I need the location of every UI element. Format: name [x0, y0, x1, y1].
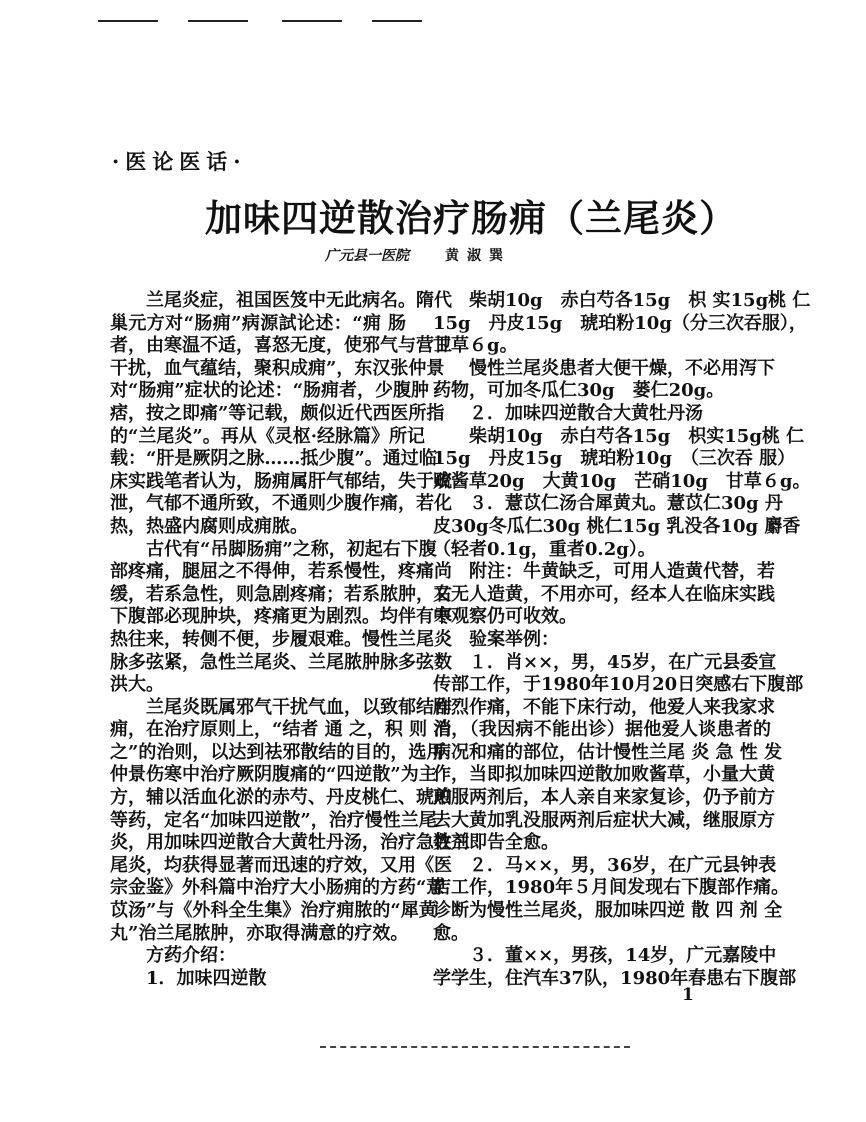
text-line: 兰尾炎既属邪气干扰气血，以致郁结作 [146, 696, 452, 718]
text-line: 洪大。 [110, 674, 164, 696]
bottom-rule [320, 1046, 630, 1048]
text-line: 愈。 [433, 922, 469, 944]
text-line: 痈，在治疗原则上，“结者 通 之，积 则 消 [110, 719, 452, 741]
text-line: 炎，用加味四逆散合大黄牡丹汤，治疗急性兰 [110, 832, 470, 854]
text-line: 败酱草20g 大黄10g 芒硝10g 甘草６g。 [433, 470, 811, 492]
text-line: 仲景伤寒中治疗厥阴腹痛的“四逆散”为主 [110, 764, 437, 786]
text-line: 者，由寒温不适，喜怒无度，使邪气与营卫 [110, 335, 452, 357]
top-rule [188, 20, 248, 22]
text-line: 对“肠痈”症状的论述：“肠痈者，少腹肿 [110, 380, 430, 402]
text-line: 的“兰尾炎”。再从《灵枢·经脉篇》所记 [110, 425, 425, 447]
text-line: 15g 丹皮15g 琥珀粉10g（分三次吞服）， [433, 312, 807, 334]
text-line: 柴胡10g 赤白芍各15g 枳实15g桃 仁 [469, 425, 805, 447]
text-line: 缓，若系急性，则急剧疼痛；若系脓肿，右 [110, 583, 452, 605]
text-line: 古代有“吊脚肠痈”之称，初起右下腹 [146, 538, 437, 560]
text-line: 慢性兰尾炎患者大便干燥，不必用泻下 [469, 357, 775, 379]
text-line: 床实践笔者认为，肠痈属肝气郁结，失于疏 [110, 470, 452, 492]
text-line: 作，当即拟加味四逆散加败酱草，小量大黄 [433, 764, 775, 786]
top-rule [372, 20, 422, 22]
byline [325, 245, 511, 265]
top-rule [282, 20, 342, 22]
text-line: （轻者0.1g，重者0.2g）。 [433, 538, 656, 560]
text-line: 病况和痛的部位，估计慢性兰尾 炎 急 性 发 [433, 741, 783, 763]
text-line: ２．加味四逆散合大黄牡丹汤 [469, 402, 703, 424]
text-line: 验案举例： [469, 628, 559, 650]
text-line: 煎服两剂后，本人亲自来家复诊，仍予前方 [433, 787, 775, 809]
text-line: 丸”治兰尾脓肿，亦取得满意的疗效。 [110, 922, 409, 944]
text-line: 热往来，转侧不便，步履艰难。慢性兰尾炎 [110, 628, 452, 650]
text-line: 巢元方对“肠痈”病源試论述：“痈 肠 [110, 312, 406, 334]
text-line: 皮30g冬瓜仁30g 桃仁15g 乳没各10g 麝香 [433, 515, 801, 537]
text-line: 又无人造黄，不用亦可，经本人在临床实践 [433, 583, 775, 605]
text-line: ２．马××，男，36岁，在广元县钟表 [469, 854, 777, 876]
text-line: 学学生，住汽车37队，1980年春患右下腹部 [433, 967, 797, 989]
top-rule [98, 20, 158, 22]
text-line: 店工作，1980年５月间发现右下腹部作痛。 [433, 877, 790, 899]
text-line: 干扰，血气蕴结，聚积成痈”，东汉张仲景 [110, 357, 445, 379]
text-line: 热，热盛内腐则成痈脓。 [110, 515, 308, 537]
left-column [110, 290, 470, 990]
text-line: ３．薏苡仁汤合犀黄丸。薏苡仁30g 丹 [469, 493, 783, 515]
text-line: 药物，可加冬瓜仁30g 蒌仁20g。 [433, 380, 725, 402]
text-line: 尾炎，均获得显著而迅速的疗效，又用《医 [110, 854, 452, 876]
text-line: 部疼痛，腿屈之不得伸，若系慢性，疼痛尚 [110, 561, 452, 583]
text-line: 之”的治则，以达到祛邪散结的目的，选用 [110, 741, 445, 763]
text-line: 治，（我因病不能出诊）据他爱人谈患者的 [433, 719, 771, 741]
text-line: 载：“肝是厥阴之脉……抵少腹”。通过临 [110, 448, 437, 470]
text-line: 苡汤”与《外科全生集》治疗痈脓的“犀黄 [110, 900, 437, 922]
article-title: 加味四逆散治疗肠痈（兰尾炎） [205, 196, 737, 240]
author: 黄淑巽 [445, 248, 511, 264]
text-line: 中观察仍可收效。 [433, 606, 577, 628]
text-line: 15g 丹皮15g 琥珀粉10g （三次吞 服） [433, 448, 796, 470]
text-line: ３．董××，男孩，14岁，广元嘉陵中 [469, 945, 777, 967]
text-line: 等药，定名“加味四逆散”，治疗慢性兰尾 [110, 809, 437, 831]
text-line: 1．加味四逆散 [146, 967, 267, 989]
page-number: 1 [682, 985, 694, 1005]
text-line: １．肖××，男，45岁，在广元县委宣 [469, 651, 777, 673]
text-line: 剧烈作痛，不能下床行动，他爱人来我家求 [433, 696, 775, 718]
right-column [433, 290, 811, 990]
text-line: 去大黄加乳没服两剂后症状大减，继服原方 [433, 809, 775, 831]
text-line: 传部工作，于1980年10月20日突感右下腹部 [433, 674, 804, 696]
text-line: 宗金鉴》外科篇中治疗大小肠痈的方药“薏 [110, 877, 445, 899]
text-line: 方药介绍： [146, 945, 236, 967]
text-line: 数剂即告全愈。 [433, 832, 559, 854]
text-line: 兰尾炎症，祖国医笈中无此病名。隋代 [146, 290, 452, 311]
text-line: 泄，气郁不通所致，不通则少腹作痛，若化 [110, 493, 452, 515]
text-line: 痞，按之即痛”等记载，颇似近代西医所指 [110, 402, 445, 424]
affiliation: 广元县一医院 [325, 248, 409, 264]
text-line: 下腹部必现肿块，疼痛更为剧烈。均伴有寒 [110, 606, 452, 628]
text-line: 诊断为慢性兰尾炎，服加味四逆 散 四 剂 全 [433, 900, 783, 922]
text-line: 柴胡10g 赤白芍各15g 枳 实15g桃 仁 [469, 290, 811, 311]
text-line: 脉多弦紧，急性兰尾炎、兰尾脓肿脉多弦数 [110, 651, 452, 673]
text-line: 方，辅以活血化淤的赤芍、丹皮桃仁、琥珀 [110, 787, 452, 809]
text-line: 附注：牛黄缺乏，可用人造黄代替，若 [469, 561, 775, 583]
section-header: ·医论医话· [112, 149, 247, 174]
text-line: 甘草６g。 [433, 335, 518, 357]
